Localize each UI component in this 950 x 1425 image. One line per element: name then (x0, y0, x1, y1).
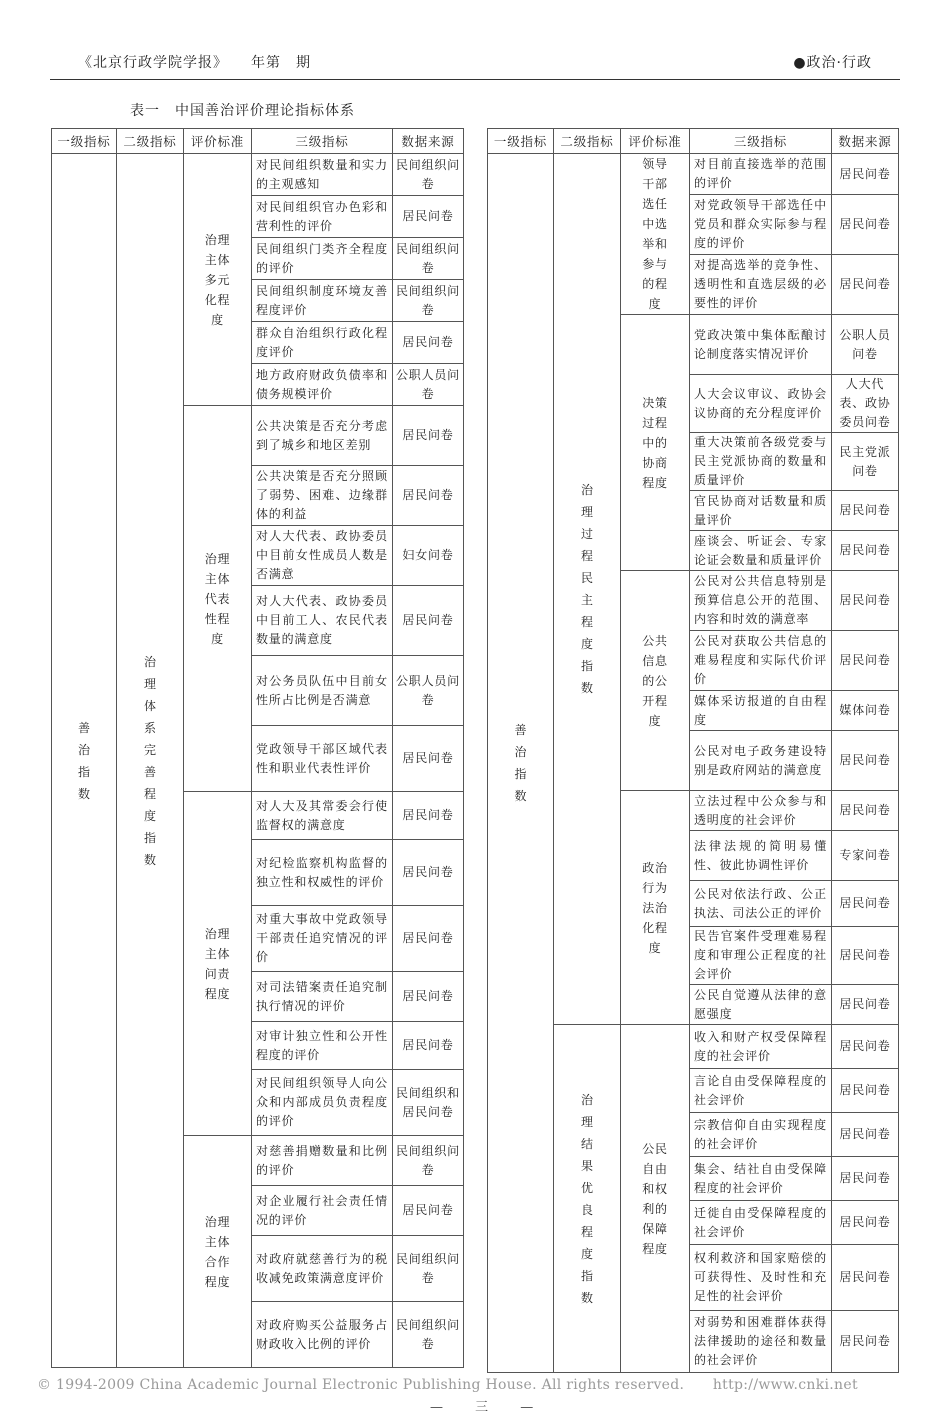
level2-indicator: 治理过程民主程度指数 (581, 483, 594, 695)
level3-indicator: 公民对公共信息特别是预算信息公开的范围、内容和时效的满意率 (690, 571, 832, 631)
level3-indicator: 座谈会、听证会、专家论证会数量和质量评价 (690, 531, 832, 571)
data-source: 妇女问卷 (393, 526, 464, 586)
table-row (488, 154, 899, 195)
level3-indicator: 立法过程中公众参与和透明度的社会评价 (690, 791, 832, 831)
data-source: 民间组织问卷 (393, 280, 464, 322)
data-source: 居民问卷 (832, 731, 899, 791)
evaluation-criterion: 公共信息的公开程度 (642, 633, 668, 728)
level3-indicator: 民间组织制度环境友善程度评价 (252, 280, 393, 322)
level2-indicator-cell (117, 154, 184, 1368)
data-source: 居民问卷 (393, 840, 464, 906)
data-source: 居民问卷 (832, 571, 899, 631)
evaluation-criterion-cell (621, 315, 690, 571)
page-number: — 三 — (430, 1400, 548, 1415)
evaluation-criterion-cell (184, 406, 252, 792)
data-source: 居民问卷 (393, 1186, 464, 1236)
level3-indicator: 对审计独立性和公开性程度的评价 (252, 1022, 393, 1070)
level3-indicator: 对人大代表、政协委员中目前工人、农民代表数量的满意度 (252, 586, 393, 656)
level3-indicator: 对司法错案责任追究制执行情况的评价 (252, 972, 393, 1022)
level3-indicator: 对人大及其常委会行使监督权的满意度 (252, 792, 393, 840)
section-header: ●政治·行政 (793, 55, 872, 71)
data-source: 民间组织问卷 (393, 1302, 464, 1368)
level3-indicator: 党政决策中集体酝酿讨论制度落实情况评价 (690, 315, 832, 375)
data-source: 居民问卷 (393, 726, 464, 792)
evaluation-criterion: 政治行为法治化程度 (642, 860, 668, 955)
level3-indicator: 公民对依法行政、公正执法、司法公正的评价 (690, 881, 832, 927)
level3-indicator: 民间组织门类齐全程度的评价 (252, 238, 393, 280)
data-source: 人大代表、政协委员问卷 (832, 375, 899, 433)
level3-indicator: 对重大事故中党政领导干部责任追究情况的评价 (252, 906, 393, 972)
level2-indicator-cell (554, 1025, 621, 1373)
level1-indicator-cell (488, 154, 554, 1373)
data-source: 居民问卷 (832, 1069, 899, 1113)
evaluation-criterion: 治理主体代表性程度 (204, 551, 231, 646)
level3-indicator: 对纪检监察机构监督的独立性和权威性的评价 (252, 840, 393, 906)
level3-indicator: 集会、结社自由受保障程度的社会评价 (690, 1157, 832, 1201)
evaluation-criterion-cell (621, 571, 690, 791)
level3-indicator: 对人大代表、政协委员中目前女性成员人数是否满意 (252, 526, 393, 586)
level3-indicator: 地方政府财政负债率和债务规模评价 (252, 364, 393, 406)
evaluation-criterion-cell (621, 1025, 690, 1373)
data-source: 居民问卷 (832, 1157, 899, 1201)
data-source: 居民问卷 (832, 491, 899, 531)
level3-indicator: 对政府购买公益服务占财政收入比例的评价 (252, 1302, 393, 1368)
data-source: 居民问卷 (393, 906, 464, 972)
data-source: 居民问卷 (832, 1113, 899, 1157)
level1-indicator-cell (52, 154, 117, 1368)
level3-indicator: 公民对获取公共信息的难易程度和实际代价评价 (690, 631, 832, 691)
copyright-footer: © 1994-2009 China Academic Journal Electronic Publishing House. All rights reserved. http://www.cnki.net (37, 1377, 858, 1393)
level2-indicator: 治理体系完善程度指数 (144, 654, 157, 867)
data-source: 居民问卷 (832, 985, 899, 1025)
right-indicator-table (487, 128, 899, 1373)
level3-indicator: 对目前直接选举的范围的评价 (690, 154, 832, 195)
data-source: 居民问卷 (832, 1201, 899, 1245)
evaluation-criterion-cell (184, 792, 252, 1136)
level3-indicator: 对党政领导干部选任中党员和群众实际参与程度的评价 (690, 195, 832, 255)
data-source: 居民问卷 (832, 927, 899, 985)
level3-indicator: 对慈善捐赠数量和比例的评价 (252, 1136, 393, 1186)
level2-indicator: 治理结果优良程度指数 (581, 1092, 594, 1305)
level1-indicator: 善治指数 (78, 720, 91, 801)
level3-indicator: 重大决策前各级党委与民主党派协商的数量和质量评价 (690, 433, 832, 491)
data-source: 居民问卷 (393, 586, 464, 656)
evaluation-criterion-cell (184, 154, 252, 406)
evaluation-criterion: 领导干部选任中选举和参与的程度 (642, 157, 668, 311)
level3-indicator: 公民自觉遵从法律的意愿强度 (690, 985, 832, 1025)
data-source: 居民问卷 (393, 322, 464, 364)
level3-indicator: 对弱势和困难群体获得法律援助的途径和数量的社会评价 (690, 1311, 832, 1373)
data-source: 民间组织问卷 (393, 154, 464, 196)
data-source: 媒体问卷 (832, 691, 899, 731)
evaluation-criterion: 公民自由和权利的保障程度 (642, 1141, 668, 1256)
column-header: 数据来源 (393, 129, 464, 154)
level3-indicator: 官民协商对话数量和质量评价 (690, 491, 832, 531)
data-source: 公职人员问卷 (393, 364, 464, 406)
data-source: 民主党派问卷 (832, 433, 899, 491)
level3-indicator: 法律法规的简明易懂性、彼此协调性评价 (690, 831, 832, 881)
column-header: 一级指标 (488, 129, 554, 154)
level3-indicator: 媒体采访报道的自由程度 (690, 691, 832, 731)
table-caption: 表一 中国善治评价理论指标体系 (130, 103, 355, 119)
column-header: 三级指标 (252, 129, 393, 154)
level3-indicator: 宗教信仰自由实现程度的社会评价 (690, 1113, 832, 1157)
data-source: 专家问卷 (832, 831, 899, 881)
data-source: 居民问卷 (832, 881, 899, 927)
column-header: 一级指标 (52, 129, 117, 154)
column-header: 数据来源 (832, 129, 899, 154)
evaluation-criterion: 治理主体问责程度 (204, 926, 231, 1001)
evaluation-criterion-cell (621, 154, 690, 315)
data-source: 居民问卷 (832, 631, 899, 691)
evaluation-criterion: 决策过程中的协商程度 (642, 395, 668, 490)
journal-header: 《北京行政学院学报》 年第 期 (78, 55, 311, 71)
data-source: 民间组织问卷 (393, 1136, 464, 1186)
data-source: 居民问卷 (393, 792, 464, 840)
level1-indicator: 善治指数 (514, 723, 528, 803)
evaluation-criterion: 治理主体多元化程度 (204, 232, 231, 327)
level3-indicator: 对民间组织官办色彩和营利性的评价 (252, 196, 393, 238)
right-header-row (488, 129, 899, 154)
level3-indicator: 对民间组织数量和实力的主观感知 (252, 154, 393, 196)
level3-indicator: 人大会议审议、政协会议协商的充分程度评价 (690, 375, 832, 433)
level3-indicator: 对提高选举的竞争性、透明性和直选层级的必要性的评价 (690, 255, 832, 315)
column-header: 二级指标 (117, 129, 184, 154)
data-source: 居民问卷 (393, 1022, 464, 1070)
level3-indicator: 群众自治组织行政化程度评价 (252, 322, 393, 364)
level3-indicator: 公共决策是否充分考虑到了城乡和地区差别 (252, 406, 393, 466)
evaluation-criterion-cell (184, 1136, 252, 1368)
level3-indicator: 迁徙自由受保障程度的社会评价 (690, 1201, 832, 1245)
data-source: 民间组织问卷 (393, 238, 464, 280)
level3-indicator: 公共决策是否充分照顾了弱势、困难、边缘群体的利益 (252, 466, 393, 526)
data-source: 居民问卷 (393, 196, 464, 238)
data-source: 公职人员问卷 (832, 315, 899, 375)
evaluation-criterion-cell (621, 791, 690, 1025)
level3-indicator: 言论自由受保障程度的社会评价 (690, 1069, 832, 1113)
column-header: 二级指标 (554, 129, 621, 154)
column-header: 三级指标 (690, 129, 832, 154)
level3-indicator: 权利救济和国家赔偿的可获得性、及时性和充足性的社会评价 (690, 1245, 832, 1311)
data-source: 居民问卷 (393, 466, 464, 526)
data-source: 居民问卷 (832, 154, 899, 195)
column-header: 评价标准 (621, 129, 690, 154)
level2-indicator-cell (554, 154, 621, 1025)
data-source: 居民问卷 (832, 1245, 899, 1311)
left-indicator-table (51, 128, 464, 1368)
data-source: 居民问卷 (832, 791, 899, 831)
data-source: 居民问卷 (832, 255, 899, 315)
data-source: 居民问卷 (393, 972, 464, 1022)
column-header: 评价标准 (184, 129, 252, 154)
data-source: 居民问卷 (832, 1311, 899, 1373)
level3-indicator: 对民间组织领导人向公众和内部成员负责程度的评价 (252, 1070, 393, 1136)
level3-indicator: 对企业履行社会责任情况的评价 (252, 1186, 393, 1236)
table-row (52, 154, 464, 196)
level3-indicator: 民告官案件受理难易程度和审理公正程度的社会评价 (690, 927, 832, 985)
data-source: 民间组织和居民问卷 (393, 1070, 464, 1136)
data-source: 居民问卷 (832, 531, 899, 571)
level3-indicator: 对政府就慈善行为的税收减免政策满意度评价 (252, 1236, 393, 1302)
level3-indicator: 公民对电子政务建设特别是政府网站的满意度 (690, 731, 832, 791)
level3-indicator: 对公务员队伍中目前女性所占比例是否满意 (252, 656, 393, 726)
data-source: 公职人员问卷 (393, 656, 464, 726)
data-source: 民间组织问卷 (393, 1236, 464, 1302)
level3-indicator: 收入和财产权受保障程度的社会评价 (690, 1025, 832, 1069)
level3-indicator: 党政领导干部区域代表性和职业代表性评价 (252, 726, 393, 792)
data-source: 居民问卷 (393, 406, 464, 466)
data-source: 居民问卷 (832, 1025, 899, 1069)
header-rule (50, 79, 900, 80)
evaluation-criterion: 治理主体合作程度 (204, 1214, 231, 1289)
left-header-row (52, 129, 464, 154)
data-source: 居民问卷 (832, 195, 899, 255)
